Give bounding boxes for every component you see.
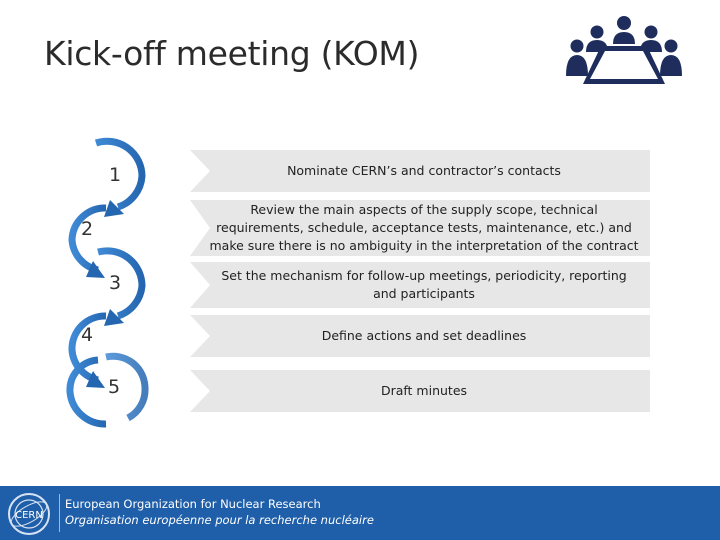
- footer-divider: [59, 494, 60, 532]
- svg-text:CERN: CERN: [15, 510, 43, 521]
- step-text-4: Define actions and set deadlines: [321, 328, 527, 343]
- step-box-1: [190, 150, 650, 192]
- step-number-3: 3: [108, 272, 122, 294]
- step-box-4: [190, 315, 650, 357]
- cern-logo: [6, 491, 52, 537]
- step-box-2: [190, 200, 650, 256]
- step-number-2: 2: [80, 218, 94, 240]
- footer-line-french: Organisation européenne pour la recherche nucléaire: [65, 513, 374, 527]
- step-text-1: Nominate CERN’s and contractor’s contacts: [287, 163, 561, 178]
- step-text-2: Review the main aspects of the supply scope, technical requirements, schedule, acceptance tests, maintenance, etc.) and make sure there is no ambiguity in the interpretation of the contract: [209, 202, 639, 253]
- step-text-5: Draft minutes: [380, 383, 468, 398]
- step-text-3: Set the mechanism for follow-up meetings, periodicity, reporting and participants: [221, 268, 627, 301]
- step-number-5: 5: [107, 376, 121, 398]
- step-box-5: [190, 370, 650, 412]
- step-number-4: 4: [80, 324, 94, 346]
- step-number-1: 1: [108, 164, 122, 186]
- footer-line-english: European Organization for Nuclear Research: [65, 497, 321, 511]
- slide-title: Kick-off meeting (KOM): [44, 34, 420, 73]
- step-box-3: [190, 262, 650, 308]
